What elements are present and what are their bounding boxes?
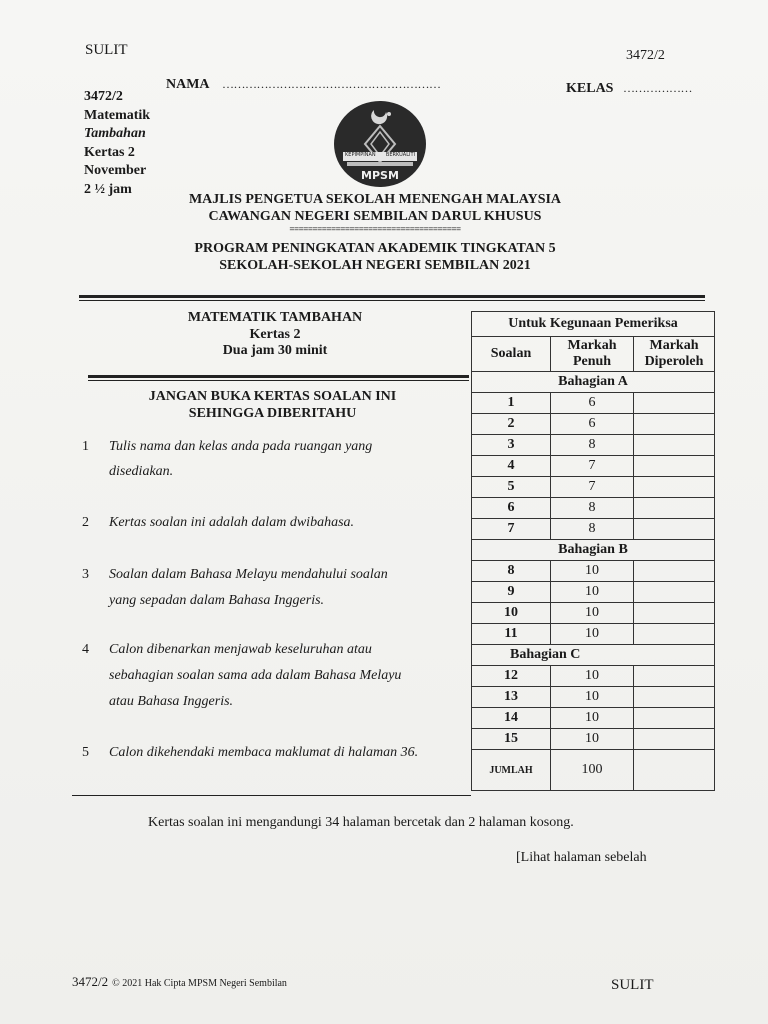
full-marks: 10 [551, 729, 634, 750]
question-number: 12 [472, 666, 551, 687]
mpsm-logo [333, 100, 427, 188]
question-number: 13 [472, 687, 551, 708]
marks-obtained-cell[interactable] [634, 561, 715, 582]
total-value: 100 [551, 750, 634, 791]
title-subject: MATEMATIK TAMBAHAN [187, 310, 363, 325]
question-number: 5 [472, 477, 551, 498]
full-marks: 8 [551, 498, 634, 519]
instruction-text: yang sepadan dalam Bahasa Inggeris. [109, 593, 325, 608]
marks-obtained-cell[interactable] [634, 435, 715, 456]
table-row [472, 414, 715, 435]
col-header-markah-penuh: Markah Penuh [551, 337, 634, 372]
org-line-4: SEKOLAH-SEKOLAH NEGERI SEMBILAN 2021 [219, 258, 531, 273]
logo-banner-left: KEPIMPINAN [345, 152, 376, 158]
total-label: JUMLAH [472, 750, 551, 791]
marks-obtained-cell[interactable] [634, 519, 715, 540]
table-row [472, 603, 715, 624]
table-row [472, 708, 715, 729]
next-page-note: [Lihat halaman sebelah [516, 850, 647, 865]
instruction-text: atau Bahasa Inggeris. [109, 694, 234, 709]
paper-month: November [84, 163, 147, 178]
col-header-markah-diperoleh: Markah Diperoleh [634, 337, 715, 372]
marks-obtained-cell[interactable] [634, 708, 715, 729]
full-marks: 8 [551, 519, 634, 540]
instruction-text: Calon dibenarkan menjawab keseluruhan atau [109, 642, 372, 657]
table-row [472, 624, 715, 645]
question-number: 10 [472, 603, 551, 624]
sulit-label-bottom: SULIT [611, 977, 654, 993]
table-row [472, 393, 715, 414]
kelas-label: KELAS [566, 81, 614, 96]
title-paper: Kertas 2 [249, 326, 301, 342]
header-rule-thin [79, 300, 705, 301]
question-number: 8 [472, 561, 551, 582]
section-b-header: Bahagian B [472, 540, 715, 561]
marks-obtained-cell[interactable] [634, 582, 715, 603]
instruction-number: 5 [82, 745, 89, 760]
table-row [472, 456, 715, 477]
instruction-number: 3 [82, 567, 89, 582]
full-marks: 10 [551, 666, 634, 687]
table-row [472, 729, 715, 750]
marks-obtained-cell[interactable] [634, 603, 715, 624]
marks-obtained-cell[interactable] [634, 414, 715, 435]
marks-obtained-cell[interactable] [634, 498, 715, 519]
full-marks: 6 [551, 393, 634, 414]
marks-obtained-cell[interactable] [634, 456, 715, 477]
instruction-text: Kertas soalan ini adalah dalam dwibahasa. [109, 515, 355, 530]
table-row [472, 561, 715, 582]
question-number: 6 [472, 498, 551, 519]
table-row [472, 519, 715, 540]
header-rule-thick [79, 295, 705, 298]
instruction-text: sebahagian soalan sama ada dalam Bahasa Melayu [109, 668, 402, 683]
full-marks: 6 [551, 414, 634, 435]
full-marks: 7 [551, 477, 634, 498]
question-number: 4 [472, 456, 551, 477]
title-rule-thin [88, 380, 469, 381]
instruction-number: 4 [82, 642, 89, 657]
org-line-2: CAWANGAN NEGERI SEMBILAN DARUL KHUSUS [208, 209, 542, 224]
warning-block [100, 388, 445, 422]
title-time: Dua jam 30 minit [222, 343, 328, 358]
sulit-label-top: SULIT [85, 42, 128, 58]
kelas-field: ……………… [623, 81, 692, 95]
table-row [472, 666, 715, 687]
full-marks: 10 [551, 687, 634, 708]
marks-obtained-cell[interactable] [634, 477, 715, 498]
org-line-1: MAJLIS PENGETUA SEKOLAH MENENGAH MALAYSIA [188, 192, 562, 207]
instruction-text: Tulis nama dan kelas anda pada ruangan yang [109, 439, 373, 454]
marks-obtained-cell[interactable] [634, 624, 715, 645]
table-title: Untuk Kegunaan Pemeriksa [472, 312, 715, 337]
table-row [472, 582, 715, 603]
full-marks: 10 [551, 582, 634, 603]
full-marks: 7 [551, 456, 634, 477]
paper-subject-2: Tambahan [84, 126, 146, 141]
table-row [472, 498, 715, 519]
title-rule-thick [88, 375, 469, 378]
question-number: 14 [472, 708, 551, 729]
examiner-table [471, 311, 715, 791]
logo-text: MPSM [361, 169, 399, 182]
question-number: 3 [472, 435, 551, 456]
marks-obtained-cell[interactable] [634, 393, 715, 414]
total-obtained-cell[interactable] [634, 750, 715, 791]
table-row [472, 435, 715, 456]
question-number: 2 [472, 414, 551, 435]
question-number: 7 [472, 519, 551, 540]
col-header-soalan: Soalan [472, 337, 551, 372]
box-bottom-rule [72, 795, 471, 796]
paper-code: 3472/2 [84, 89, 123, 104]
instruction-number: 2 [82, 515, 89, 530]
table-row [472, 687, 715, 708]
full-marks: 10 [551, 603, 634, 624]
marks-obtained-cell[interactable] [634, 666, 715, 687]
title-block [130, 310, 420, 360]
paper-info [84, 88, 150, 199]
table-row [472, 477, 715, 498]
question-number: 1 [472, 393, 551, 414]
paper-number: Kertas 2 [84, 144, 135, 160]
full-marks: 10 [551, 624, 634, 645]
marks-obtained-cell[interactable] [634, 687, 715, 708]
question-number: 11 [472, 624, 551, 645]
paper-code-top: 3472/2 [626, 48, 665, 63]
org-block [150, 191, 600, 274]
nama-label: NAMA [166, 77, 210, 92]
marks-obtained-cell[interactable] [634, 729, 715, 750]
instruction-text: Soalan dalam Bahasa Melayu mendahului soalan [109, 567, 388, 582]
section-a-header: Bahagian A [472, 372, 715, 393]
copyright-text: © 2021 Hak Cipta MPSM Negeri Sembilan [112, 978, 287, 989]
copyright-line [72, 973, 287, 991]
full-marks: 8 [551, 435, 634, 456]
org-divider: ===================================== [289, 225, 461, 234]
warning-line-2: SEHINGGA DIBERITAHU [188, 406, 357, 421]
instruction-text: disediakan. [109, 464, 174, 479]
nama-field: ………………………………………………… [222, 77, 441, 91]
question-number: 15 [472, 729, 551, 750]
copyright-code: 3472/2 [72, 974, 109, 989]
full-marks: 10 [551, 708, 634, 729]
logo-banner-right: BERKUALITI [385, 152, 415, 158]
paper-duration: 2 ½ jam [84, 181, 132, 197]
question-number: 9 [472, 582, 551, 603]
full-marks: 10 [551, 561, 634, 582]
instruction-text: Calon dikehendaki membaca maklumat di halaman 36. [109, 745, 419, 760]
pages-note: Kertas soalan ini mengandungi 34 halaman bercetak dan 2 halaman kosong. [148, 815, 574, 830]
section-c-header: Bahagian C [472, 645, 715, 666]
paper-subject: Matematik [84, 107, 151, 123]
org-line-3: PROGRAM PENINGKATAN AKADEMIK TINGKATAN 5 [194, 241, 556, 256]
instruction-number: 1 [82, 439, 89, 454]
warning-line-1: JANGAN BUKA KERTAS SOALAN INI [148, 389, 397, 404]
